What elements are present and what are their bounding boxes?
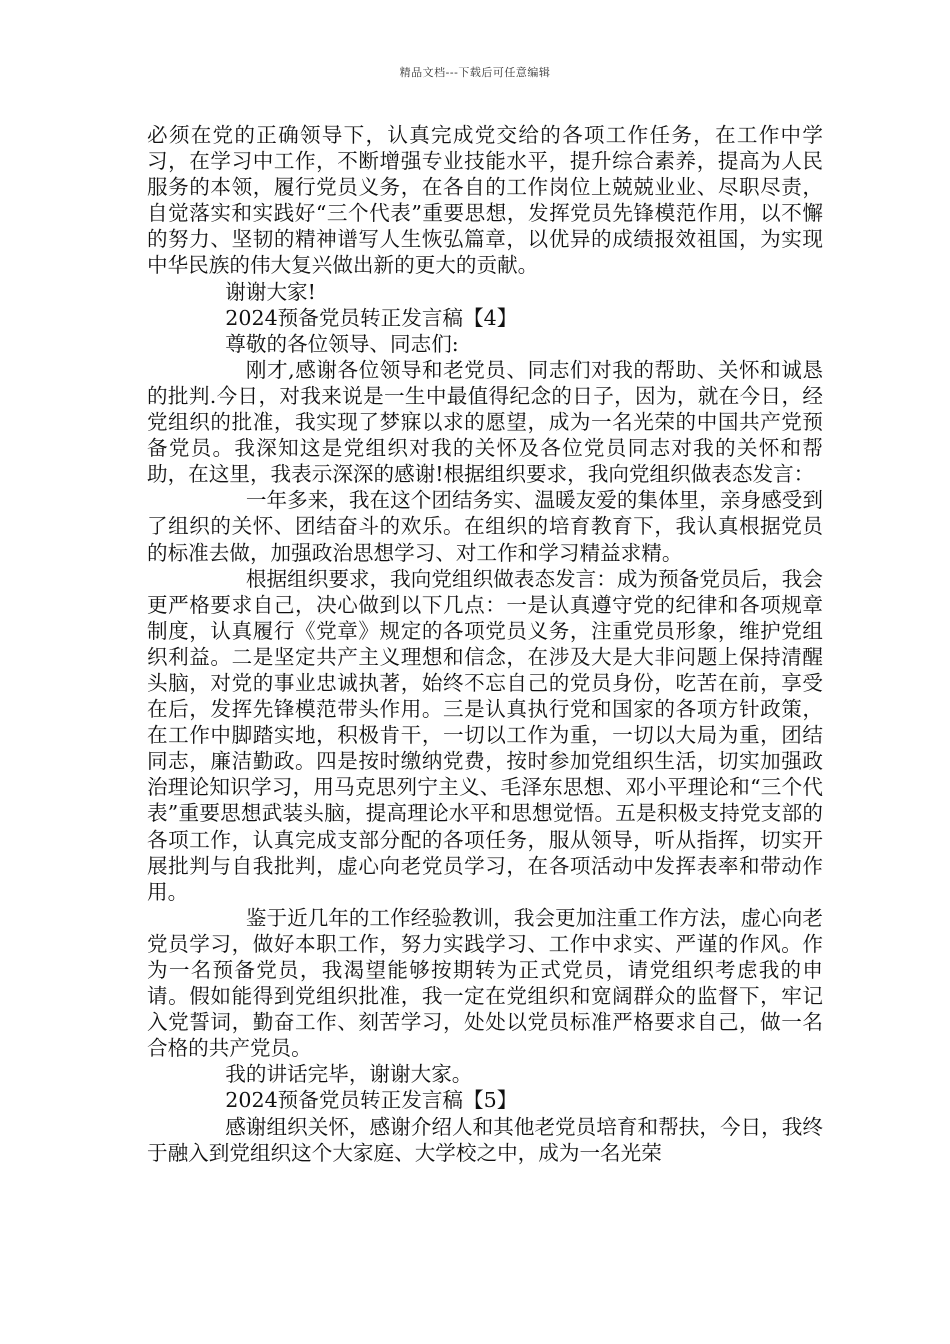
paragraph-3: 一年多来，我在这个团结务实、温暖友爱的集体里，亲身感受到了组织的关怀、团结奋斗的欢乐。在组织的培育教育下，我认真根据党员的标准去做，加强政治思想学习、对工作和学习精益求精。 — [147, 488, 823, 565]
section-title-4: 2024预备党员转正发言稿【4】 — [225, 305, 518, 330]
paragraph-2: 刚才,感谢各位领导和老党员、同志们对我的帮助、关怀和诚恳的批判.今日，对我来说是一生中最值得纪念的日子，因为，就在今日，经党组织的批准，我实现了梦寐以求的愿望，成为一名光荣的中国共产党预备党员。我深知这是党组织对我的关怀及各位党员同志对我的关怀和帮助，在这里，我表示深深的感谢!根据组织要求，我向党组织做表态发言： — [147, 357, 823, 487]
page-header: 精品文档---下载后可任意编辑 — [399, 66, 551, 79]
paragraph-5: 鉴于近几年的工作经验教训，我会更加注重工作方法，虚心向老党员学习，做好本职工作，努力实践学习、工作中求实、严谨的作风。作为一名预备党员，我渴望能够按期转为正式党员，请党组织考虑我的申请。假如能得到党组织批准，我一定在党组织和宽阔群众的监督下，牢记入党誓词，勤奋工作、刻苦学习，处处以党员标准严格要求自己，做一名合格的共产党员。 — [147, 905, 823, 1061]
paragraph-6: 感谢组织关怀，感谢介绍人和其他老党员培育和帮扶，今日，我终于融入到党组织这个大家庭、大学校之中，成为一名光荣 — [147, 1114, 823, 1165]
paragraph-1: 必须在党的正确领导下，认真完成党交给的各项工作任务，在工作中学习，在学习中工作，不断增强专业技能水平，提升综合素养，提高为人民服务的本领，履行党员义务，在各自的工作岗位上兢兢业业、尽职尽责，自觉落实和实践好“三个代表”重要思想，发挥党员先锋模范作用，以不懈的努力、坚韧的精神谱写人生恢弘篇章，以优异的成绩报效祖国，为实现中华民族的伟大复兴做出新的更大的贡献。 — [147, 123, 823, 278]
salutation: 尊敬的各位领导、同志们: — [225, 331, 459, 356]
paragraph-4: 根据组织要求，我向党组织做表态发言：成为预备党员后，我会更严格要求自己，决心做到以下几点：一是认真遵守党的纪律和各项规章制度，认真履行《党章》规定的各项党员义务，注重党员形象，维护党组织利益。二是坚定共产主义理想和信念，在涉及大是大非问题上保持清醒头脑，对党的事业忠诚执著，始终不忘自己的党员身份，吃苦在前，享受在后，发挥先锋模范带头作用。三是认真执行党和国家的各项方针政策，在工作中脚踏实地，积极肯干，一切以工作为重，一切以大局为重，团结同志，廉洁勤政。四是按时缴纳党费，按时参加党组织生活，切实加强政治理论知识学习，用马克思列宁主义、毛泽东思想、邓小平理论和“三个代表”重要思想武装头脑，提高理论水平和思想觉悟。五是积极支持党支部的各项工作，认真完成支部分配的各项任务，服从领导，听从指挥，切实开展批判与自我批判，虚心向老党员学习，在各项活动中发挥表率和带动作用。 — [147, 566, 823, 904]
paragraph-closing: 我的讲话完毕，谢谢大家。 — [225, 1062, 473, 1087]
document-body — [147, 122, 823, 1166]
paragraph-thanks: 谢谢大家! — [225, 279, 316, 304]
section-title-5: 2024预备党员转正发言稿【5】 — [225, 1088, 518, 1113]
